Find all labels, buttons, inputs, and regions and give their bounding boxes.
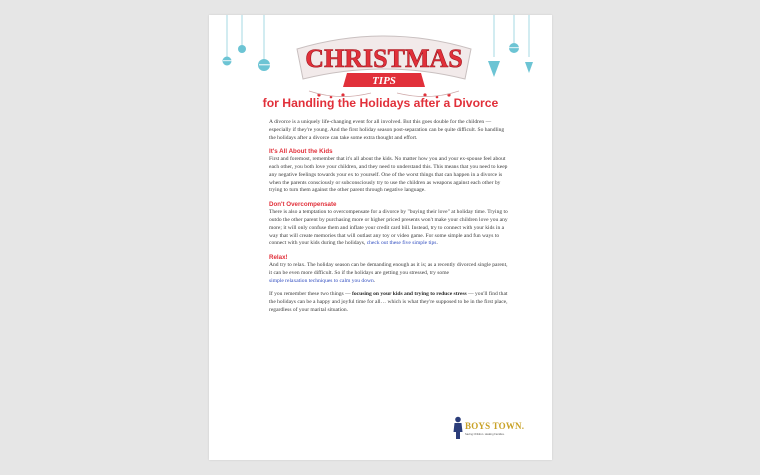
document-page (209, 15, 552, 460)
logo-wordmark: BOYS TOWN. (465, 421, 525, 431)
boys-town-logo (452, 414, 528, 442)
document-subtitle: for Handling the Holidays after a Divorce (262, 96, 499, 110)
section-paragraph-kids: First and foremost, remember that it's all about the kids. No matter how you and your ex-spouse feel about each other, you both love your children, and they need to understand this. This means that you need to keep any negative feelings towards your ex to yourself. One of the worst things that can happen in a divorce is when the parents consciously or subconsciously try to use the children as weapons against each other by trying to turn them against the other parent through negative language. (269, 156, 508, 194)
section-heading-overcompensate: Don't Overcompensate (269, 200, 337, 208)
closing-text-before: If you remember these two things — (269, 291, 351, 298)
five-simple-tips-link[interactable]: check out these five simple tips (366, 240, 437, 247)
logo-tagline: Saving Children. Healing Families. (465, 433, 505, 436)
section-heading-kids: It's All About the Kids (269, 147, 333, 155)
closing-paragraph (269, 291, 511, 314)
logo-figure-icon (452, 416, 464, 440)
intro-paragraph: A divorce is a uniquely life-changing event for all involved. But this goes double for the children — especially if they're young. And the first holiday season post-separation can be quite difficult. So handling the holidays after a divorce can take some extra thought and effort. (269, 119, 505, 141)
paragraph-text: There is also a temptation to overcompensate for a divorce by "buying their love" at holiday time. Trying to outdo the other parent by purchasing more or higher priced presents won't make your children love you any more; it will only confuse them and inflate your credit card bill. Instead, try to connect with your kids in a way that will create memories that will outlast any toy or video game. For some simple and fun ways to connect with your kids during the holidays, (269, 209, 508, 247)
paragraph-end: . (373, 277, 376, 284)
relaxation-techniques-link[interactable]: simple relaxation techniques to calm you down (269, 277, 374, 284)
article-body (269, 119, 511, 320)
section-paragraph-overcompensate (269, 209, 511, 248)
section-paragraph-relax (269, 262, 511, 285)
closing-text-after: — you'll find that the holidays can be a happy and joyful time for all… which is what they're supposed to be in the first place, regardless of your marital situation. (269, 291, 508, 313)
banner-title-text: CHRISTMAS (305, 44, 463, 73)
banner-ribbon-text: TIPS (372, 75, 396, 87)
section-heading-relax: Relax! (269, 253, 288, 261)
paragraph-end: . (436, 240, 438, 247)
closing-emphasis: focusing on your kids and trying to reduce stress (352, 291, 467, 298)
paragraph-text: And try to relax. The holiday season can be demanding enough as it is; as a recently divorced single parent, it can be even more difficult. So if the holidays are getting you stressed, try some (269, 262, 508, 276)
